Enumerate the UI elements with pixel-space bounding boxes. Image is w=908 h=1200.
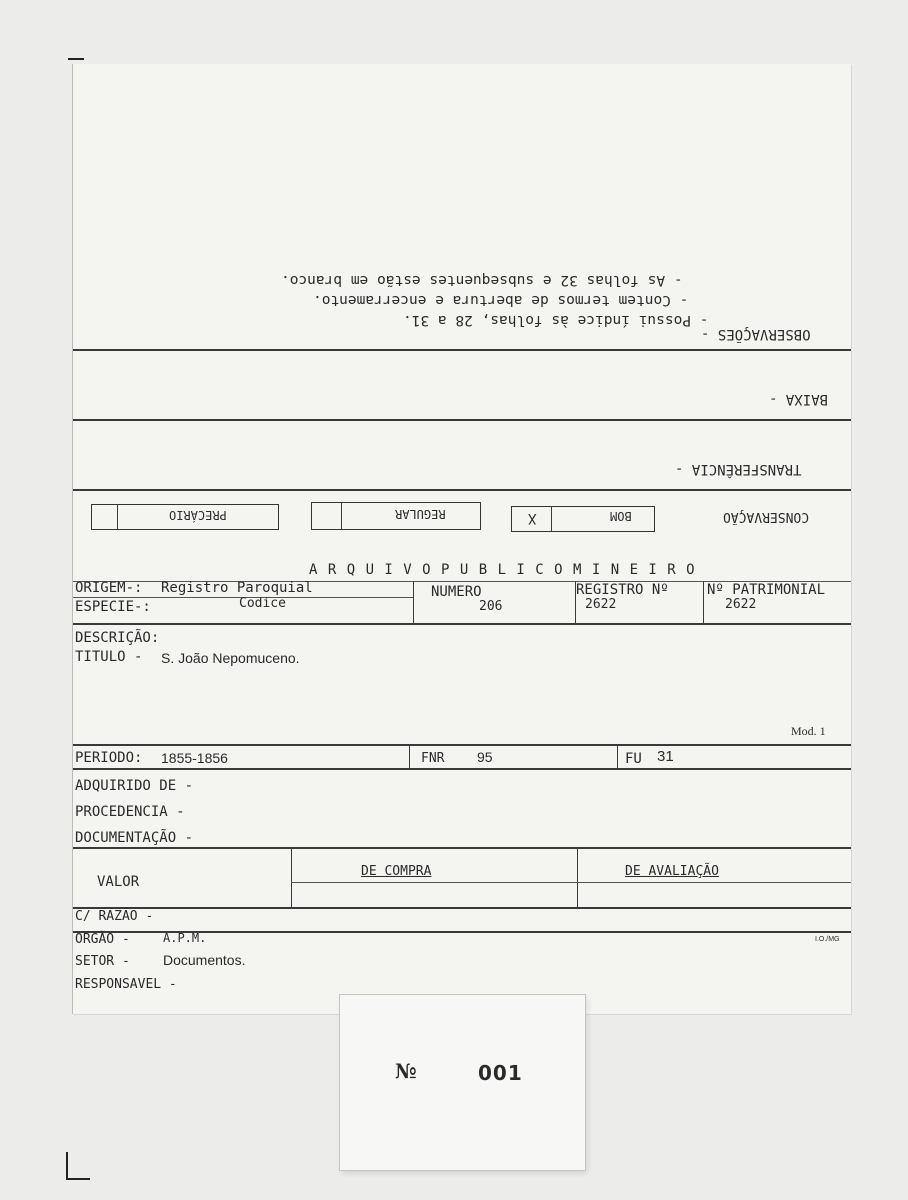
crop-mark-bottom-left bbox=[66, 1152, 90, 1180]
divider-fnr bbox=[409, 744, 410, 768]
regular-box-divider bbox=[341, 502, 342, 530]
periodo-value: 1855-1856 bbox=[161, 750, 228, 766]
responsavel-label: RESPONSAVEL - bbox=[75, 977, 177, 992]
setor-label: SETOR - bbox=[75, 954, 130, 969]
rule-mid-valor bbox=[291, 882, 851, 883]
especie-value: Codice bbox=[239, 596, 286, 611]
divider-avaliacao bbox=[577, 847, 578, 907]
patrimonial-value: 2622 bbox=[725, 597, 757, 612]
divider-transferencia bbox=[73, 489, 851, 491]
setor-value: Documentos. bbox=[163, 952, 246, 968]
divider-patrimonial bbox=[703, 581, 704, 623]
catalog-card bbox=[72, 64, 851, 1014]
io-mark: I.O./MG bbox=[815, 936, 840, 943]
divider-numero bbox=[413, 581, 414, 623]
divider-observacoes bbox=[73, 349, 851, 351]
divider-compra bbox=[291, 847, 292, 907]
de-compra-label: DE COMPRA bbox=[361, 864, 432, 879]
rule-bottom-periodo bbox=[73, 768, 851, 770]
de-avaliacao-label: DE AVALIAÇÃO bbox=[625, 864, 719, 879]
bom-label: BOM bbox=[610, 509, 632, 523]
divider-fu bbox=[617, 744, 618, 768]
number-sign: № bbox=[395, 1059, 417, 1083]
rule-top-valor bbox=[73, 847, 851, 849]
fu-label: FU bbox=[625, 751, 642, 767]
precario-label: PRECÁRIO bbox=[169, 508, 227, 522]
rule-bottom-origem bbox=[73, 623, 851, 625]
conservacao-label: CONSERVAÇÃO bbox=[723, 509, 810, 524]
institution-title: A R Q U I V O P U B L I C O M I N E I R O bbox=[309, 562, 696, 578]
origem-label: ORIGEM-: bbox=[75, 580, 143, 596]
mod-label: Mod. 1 bbox=[791, 724, 826, 738]
precario-box-divider bbox=[117, 504, 118, 530]
divider-baixa bbox=[73, 419, 851, 421]
bom-box-divider bbox=[551, 506, 552, 532]
fnr-label: FNR bbox=[421, 751, 445, 766]
rule-top-periodo bbox=[73, 744, 851, 746]
transferencia-label: TRANSFERÊNCIA - bbox=[675, 461, 802, 477]
orgao-value: A.P.M. bbox=[163, 931, 207, 945]
bom-mark: X bbox=[528, 510, 537, 526]
observacoes-line-2: - Contem termos de abertura e encerramento. bbox=[313, 292, 689, 308]
regular-label: REGULAR bbox=[395, 507, 446, 521]
valor-label: VALOR bbox=[97, 874, 140, 890]
numero-label: NUMERO bbox=[431, 584, 482, 600]
especie-label: ESPECIE-: bbox=[75, 599, 151, 615]
razao-label: C/ RAZÃO - bbox=[75, 909, 154, 924]
orgao-label: ORGÃO - bbox=[75, 932, 130, 947]
descricao-label: DESCRIÇÃO: bbox=[75, 630, 160, 646]
fu-value: 31 bbox=[657, 748, 674, 765]
adquirido-label: ADQUIRIDO DE - bbox=[75, 778, 194, 794]
observacoes-line-3: - As folhas 32 e subsequentes estão em branco. bbox=[281, 272, 683, 288]
titulo-value: S. João Nepomuceno. bbox=[161, 650, 300, 666]
periodo-label: PERIODO: bbox=[75, 750, 143, 766]
registro-label: REGISTRO Nº bbox=[576, 582, 669, 598]
titulo-label: TITULO - bbox=[75, 649, 143, 665]
numero-value: 206 bbox=[479, 599, 503, 614]
patrimonial-label: Nº PATRIMONIAL bbox=[707, 582, 826, 598]
documentacao-label: DOCUMENTAÇÃO - bbox=[75, 830, 194, 846]
observacoes-label: OBSERVAÇÕES - bbox=[701, 326, 811, 342]
registro-value: 2622 bbox=[585, 597, 617, 612]
baixa-label: BAIXA - bbox=[769, 391, 829, 407]
fnr-value: 95 bbox=[477, 749, 493, 765]
procedencia-label: PROCEDENCIA - bbox=[75, 804, 185, 820]
number-value: 001 bbox=[478, 1061, 523, 1085]
observacoes-line-1: - Possui índice às folhas, 28 a 31. bbox=[403, 312, 709, 328]
origem-value: Registro Paroquial bbox=[161, 580, 313, 596]
rule-bottom-valor bbox=[73, 907, 851, 909]
number-stamp bbox=[340, 995, 585, 1170]
